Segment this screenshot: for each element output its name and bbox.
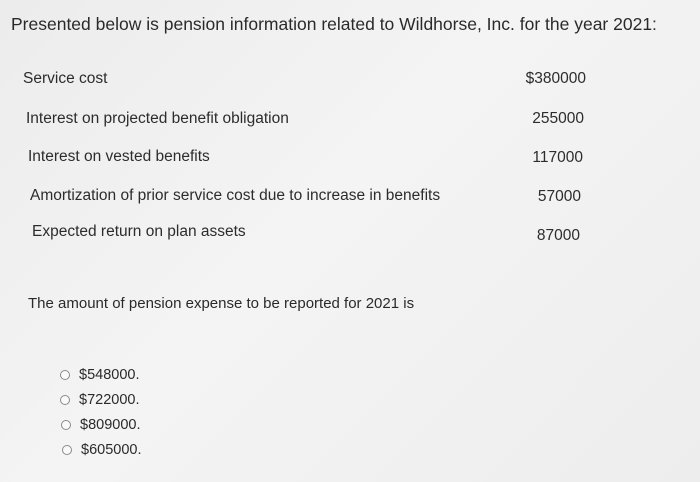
option-label: $809000.	[80, 417, 141, 433]
option-d[interactable]	[62, 442, 141, 458]
option-b[interactable]	[60, 392, 139, 408]
item-value-interest-pbo: 255000	[532, 110, 584, 127]
item-label-interest-vested: Interest on vested benefits	[28, 148, 210, 165]
option-label: $722000.	[79, 392, 140, 408]
question-header: Presented below is pension information related to Wildhorse, Inc. for the year 2021:	[11, 14, 657, 34]
question-prompt: The amount of pension expense to be reported for 2021 is	[28, 295, 415, 312]
option-c[interactable]	[61, 417, 140, 433]
item-value-interest-vested: 117000	[532, 149, 583, 166]
item-value-expected-return: 87000	[536, 227, 580, 244]
item-label-expected-return: Expected return on plan assets	[32, 223, 246, 240]
option-label: $605000.	[81, 442, 142, 458]
radio-circle-icon[interactable]	[61, 420, 71, 430]
item-value-amortization: 57000	[537, 188, 581, 205]
item-value-service-cost: $380000	[525, 70, 586, 87]
radio-circle-icon[interactable]	[60, 395, 70, 405]
item-label-service-cost: Service cost	[23, 70, 108, 87]
item-label-amortization: Amortization of prior service cost due to increase in benefits	[30, 187, 441, 204]
option-label: $548000.	[79, 367, 140, 383]
item-label-interest-pbo: Interest on projected benefit obligation	[26, 110, 289, 127]
option-a[interactable]	[60, 367, 139, 383]
radio-circle-icon[interactable]	[62, 445, 72, 455]
radio-circle-icon[interactable]	[60, 370, 70, 380]
